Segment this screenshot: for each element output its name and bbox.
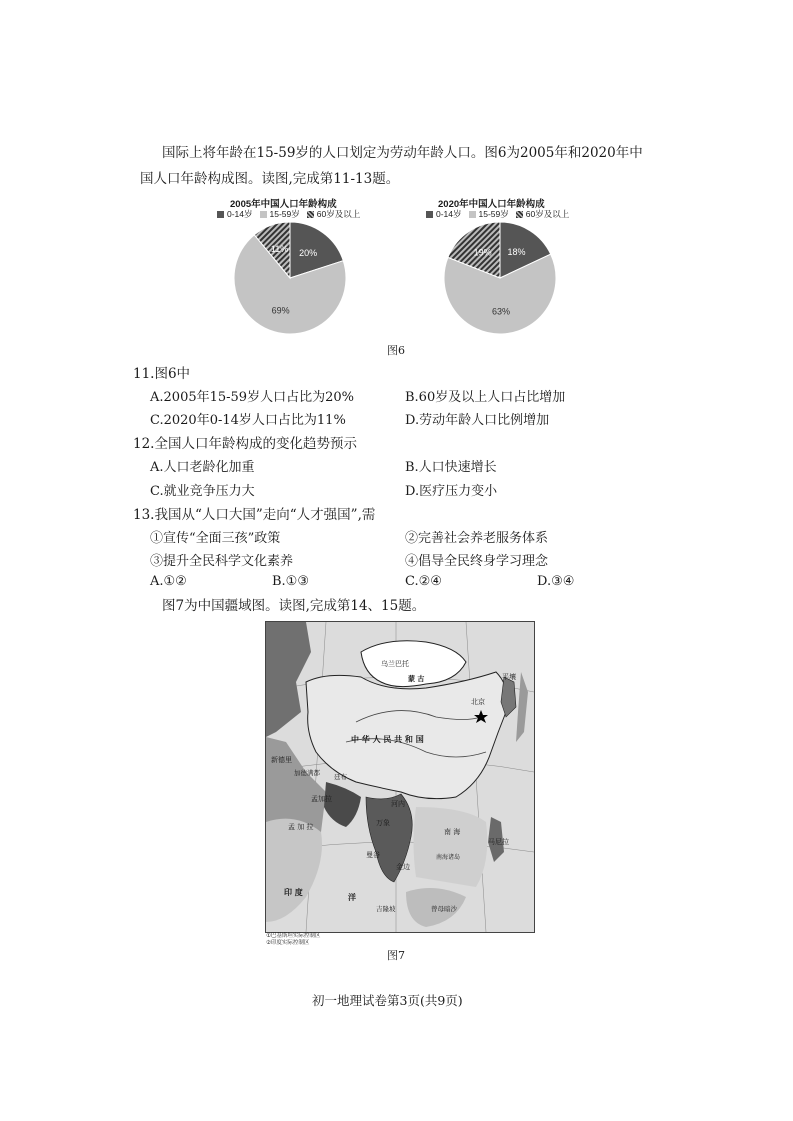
legend-swatch-15-59 <box>260 211 267 218</box>
pie-chart-2005 <box>225 218 355 338</box>
question-13-option-c: C.②④ <box>405 574 442 589</box>
question-13-stem: 13.我国从“人口大国”走向“人才强国”,需 <box>133 507 376 523</box>
legend-swatch-60plus <box>307 211 314 218</box>
map-label-nanhai-islands: 南海诸岛 <box>436 854 461 861</box>
map-label-phnompenh: 金边 <box>396 863 410 871</box>
map-note-1: ①巴基斯坦实际控制区 <box>266 933 321 939</box>
intro-2: 图7为中国疆域图。读图,完成第14、15题。 <box>162 598 426 614</box>
china-territory-map <box>265 621 535 933</box>
legend-label: 60岁及以上 <box>316 209 361 219</box>
map-label-bangladesh: 孟加拉 <box>311 795 332 803</box>
map-label-kualalumpur: 吉隆坡 <box>376 905 396 913</box>
map-label-thimphu: 廷布 <box>334 773 347 781</box>
question-12-option-d: D.医疗压力变小 <box>405 484 498 499</box>
figure-7-caption: 图7 <box>387 949 405 962</box>
map-label-ulaanbaatar: 乌兰巴托 <box>381 660 409 668</box>
chart-2020-title: 2020年中国人口年龄构成 <box>438 199 545 210</box>
map-label-newdelhi: 新德里 <box>271 756 292 764</box>
map-label-zengmu: 曾母暗沙 <box>431 905 457 913</box>
legend-swatch-15-59 <box>469 211 476 218</box>
legend-label: 15-59岁 <box>269 209 300 219</box>
question-11-option-d: D.劳动年龄人口比例增加 <box>405 413 550 428</box>
pie-value-label: 20% <box>299 248 318 259</box>
legend-label: 60岁及以上 <box>525 209 570 219</box>
map-label-ocean: 洋 <box>348 892 356 902</box>
question-12-option-c: C.就业竞争压力大 <box>150 484 255 499</box>
map-label-manila: 马尼拉 <box>488 838 509 846</box>
legend-swatch-0-14 <box>217 211 224 218</box>
chart-2005-title: 2005年中国人口年龄构成 <box>230 199 337 210</box>
intro-line-2: 国人口年龄构成图。读图,完成第11-13题。 <box>140 171 400 187</box>
question-12-option-b: B.人口快速增长 <box>405 460 497 475</box>
map-label-kathmandu: 加德满都 <box>294 769 320 777</box>
pie-value-label: 11% <box>270 244 289 255</box>
map-label-vientiane: 万象 <box>376 819 390 827</box>
question-13-statement-3: ③提升全民科学文化素养 <box>150 554 294 569</box>
map-label-china: 中 华 人 民 共 和 国 <box>351 734 424 744</box>
question-12-option-a: A.人口老龄化加重 <box>150 460 255 475</box>
map-label-bangkok: 曼谷 <box>366 851 380 859</box>
map-label-south-china-sea: 南 海 <box>444 828 461 836</box>
question-13-statement-2: ②完善社会养老服务体系 <box>405 531 549 546</box>
map-label-india: 印 度 <box>284 887 303 897</box>
question-13-statement-4: ④倡导全民终身学习理念 <box>405 554 549 569</box>
figure-6-caption: 图6 <box>387 344 405 357</box>
map-note-2: ②印度实际控制区 <box>266 940 310 946</box>
question-11-option-c: C.2020年0-14岁人口占比为11% <box>150 413 346 428</box>
question-13-option-a: A.①② <box>150 574 187 589</box>
map-label-bay-of-bengal: 孟 加 拉 <box>288 823 314 831</box>
map-label-hanoi: 河内 <box>391 800 405 808</box>
legend-swatch-60plus <box>516 211 523 218</box>
map-label-beijing: 北京 <box>471 698 485 706</box>
question-13-option-b: B.①③ <box>272 574 309 589</box>
question-13-option-d: D.③④ <box>537 574 575 589</box>
question-12-stem: 12.全国人口年龄构成的变化趋势预示 <box>133 436 357 452</box>
legend-swatch-0-14 <box>426 211 433 218</box>
pie-value-label: 18% <box>507 246 526 257</box>
map-label-mongolia: 蒙 古 <box>408 674 425 683</box>
legend-label: 0-14岁 <box>436 209 462 219</box>
question-13-statement-1: ①宣传“全面三孩”政策 <box>150 531 281 546</box>
pie-value-label: 63% <box>492 306 511 317</box>
pie-chart-2020 <box>435 218 565 338</box>
question-11-option-b: B.60岁及以上人口占比增加 <box>405 390 566 405</box>
pie-value-label: 19% <box>473 247 492 258</box>
legend-label: 0-14岁 <box>227 209 253 219</box>
question-11-stem: 11.图6中 <box>133 366 191 382</box>
map-label-pyongyang: 平壤 <box>502 673 516 681</box>
page-footer: 初一地理试卷第3页(共9页) <box>312 993 463 1008</box>
legend-label: 15-59岁 <box>478 209 509 219</box>
question-11-option-a: A.2005年15-59岁人口占比为20% <box>150 390 354 405</box>
pie-value-label: 69% <box>271 305 290 316</box>
intro-line-1: 国际上将年龄在15-59岁的人口划定为劳动年龄人口。图6为2005年和2020年中 <box>162 145 643 161</box>
